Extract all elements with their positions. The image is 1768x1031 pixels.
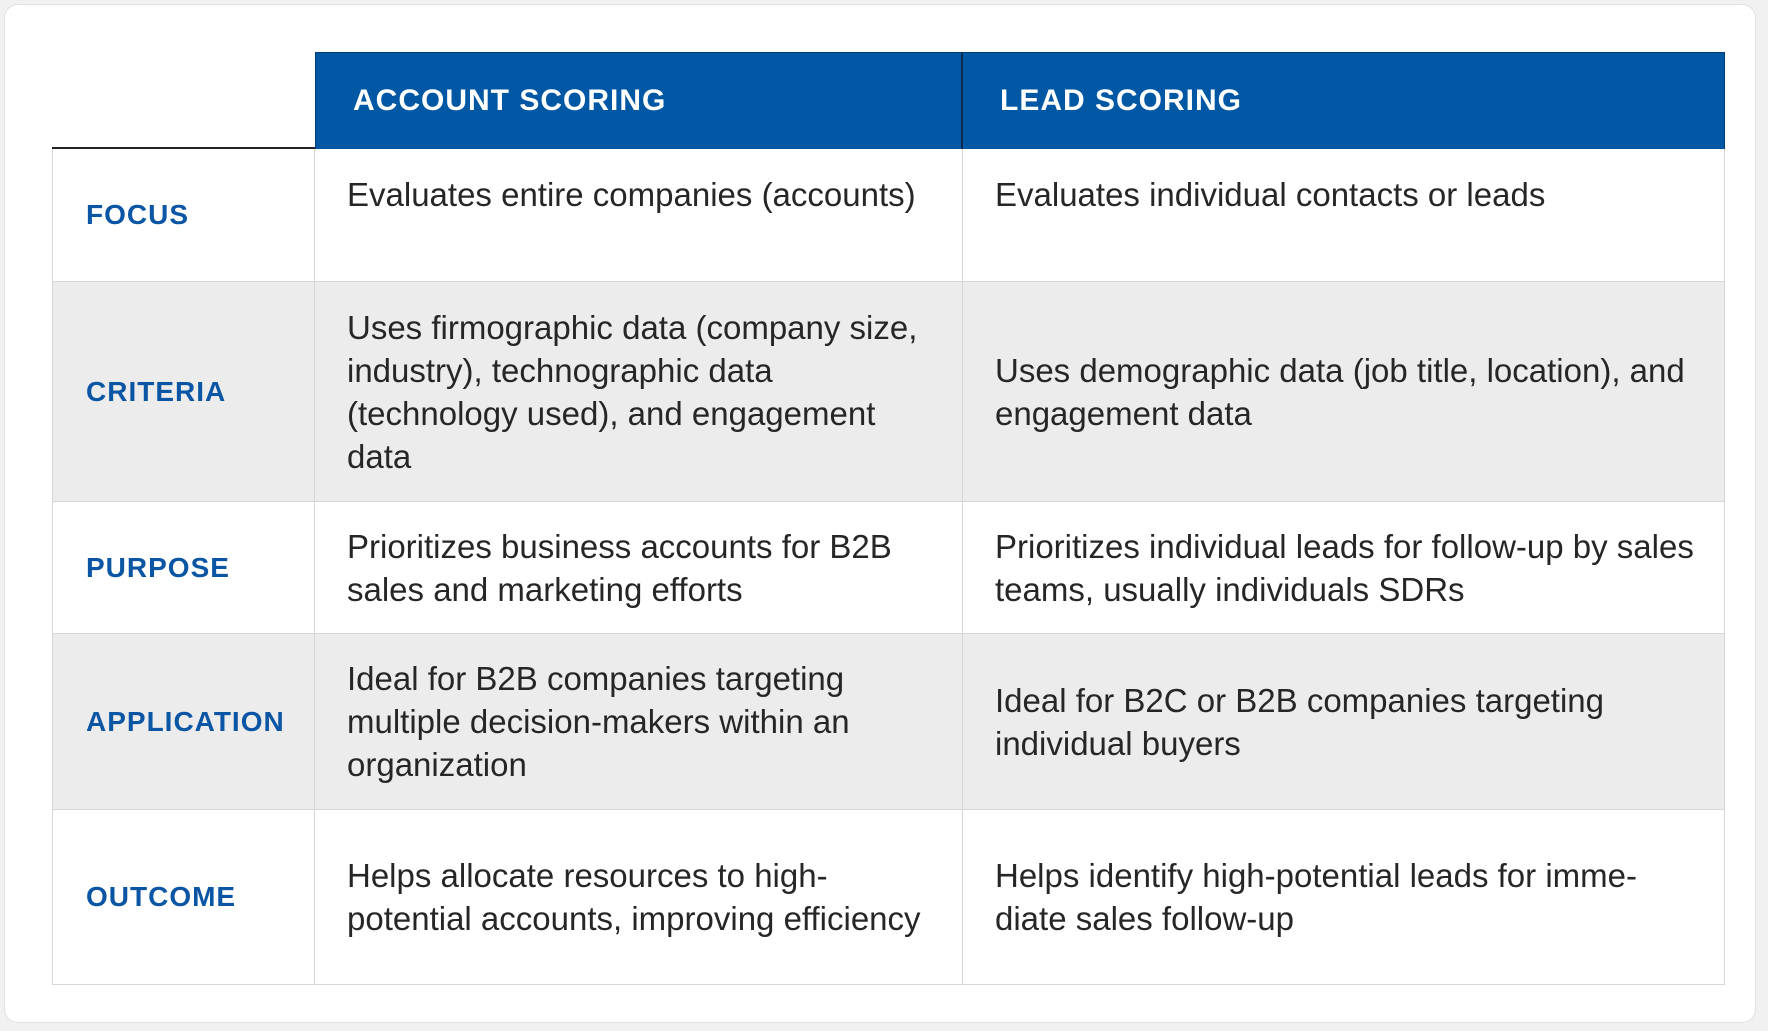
row-label-purpose: PURPOSE xyxy=(52,502,315,634)
outcome-lead-cell: Helps identify high-potential leads for imme-diate sales follow-up xyxy=(963,810,1725,985)
criteria-account-cell: Uses firmographic data (company size, industry), technographic data (technology used), and engagement data xyxy=(315,282,963,502)
purpose-account-cell: Prioritizes business accounts for B2B sales and marketing efforts xyxy=(315,502,963,634)
criteria-lead-cell: Uses demographic data (job title, location), and engagement data xyxy=(963,282,1725,502)
row-label-outcome: OUTCOME xyxy=(52,810,315,985)
purpose-lead-cell: Prioritizes individual leads for follow-up by sales teams, usually individuals SDRs xyxy=(963,502,1725,634)
column-header-account-scoring: ACCOUNT SCORING xyxy=(315,52,963,149)
outcome-account-cell: Helps allocate resources to high-potential accounts, improving efficiency xyxy=(315,810,963,985)
comparison-table xyxy=(52,52,1725,985)
row-label-criteria: CRITERIA xyxy=(52,282,315,502)
row-label-application: APPLICATION xyxy=(52,634,315,810)
focus-lead-cell: Evaluates individual contacts or leads xyxy=(963,149,1725,282)
application-account-cell: Ideal for B2B companies targeting multiple decision-makers within an organization xyxy=(315,634,963,810)
table-corner xyxy=(52,52,315,149)
column-header-lead-scoring: LEAD SCORING xyxy=(963,52,1725,149)
focus-account-cell: Evaluates entire companies (accounts) xyxy=(315,149,963,282)
application-lead-cell: Ideal for B2C or B2B companies targeting individual buyers xyxy=(963,634,1725,810)
row-label-focus: FOCUS xyxy=(52,149,315,282)
comparison-card xyxy=(4,4,1756,1023)
